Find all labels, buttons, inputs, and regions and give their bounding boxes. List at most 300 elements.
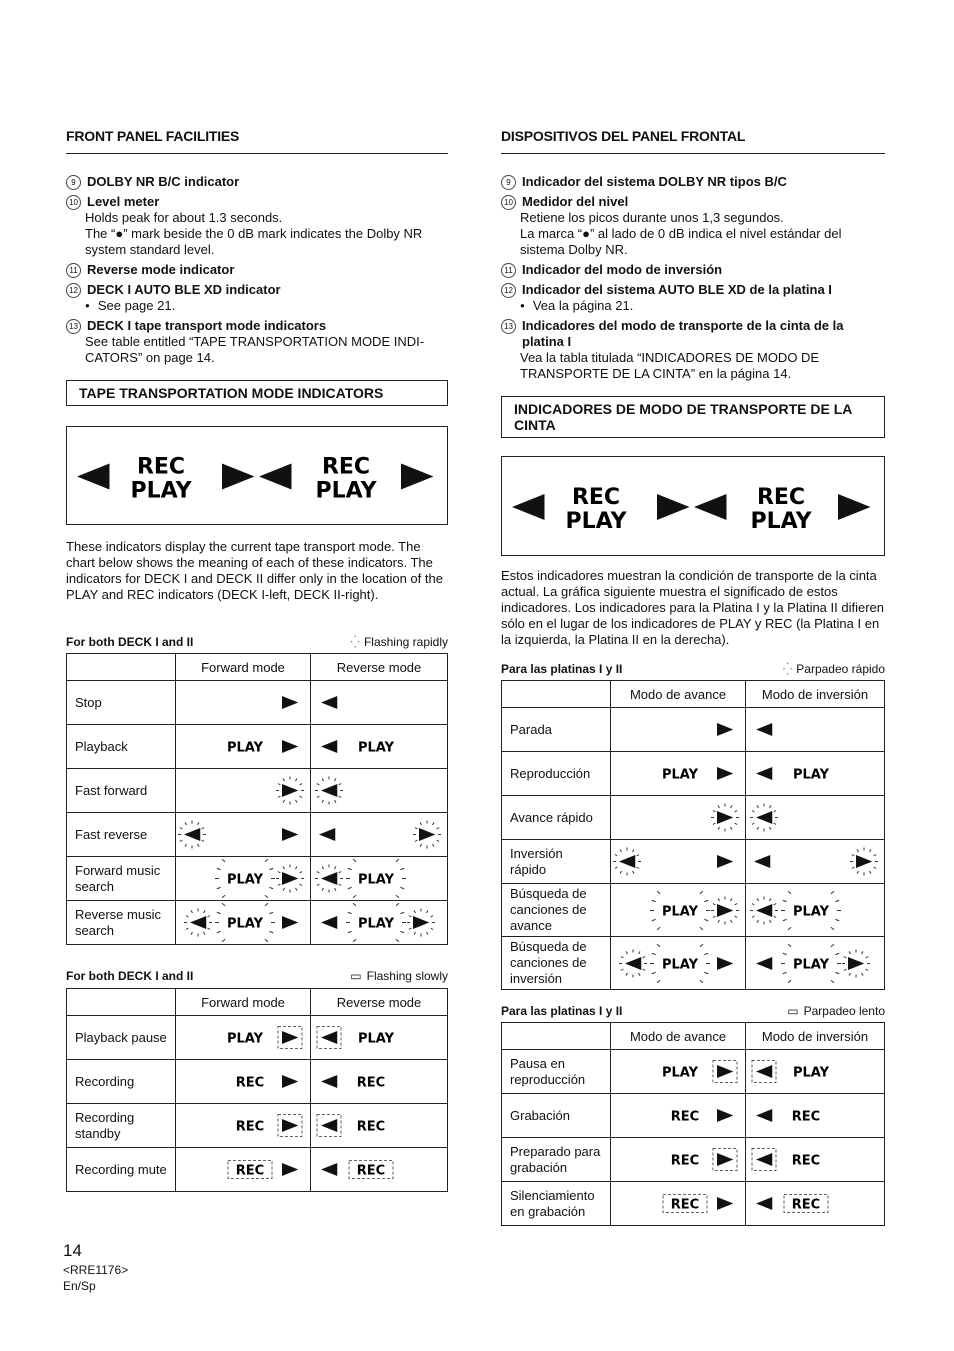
flash-ray [396, 903, 399, 906]
play-indicator: PLAY [357, 872, 395, 888]
rec-indicator: REC [791, 1109, 821, 1125]
spanish-column [501, 128, 885, 1226]
play-indicator: PLAY [661, 1065, 699, 1081]
flash-ray [770, 827, 772, 830]
row-label: Silenciamiento en grabación [502, 1182, 611, 1226]
flash-ray [704, 900, 708, 901]
indicator-box-title: INDICADORES DE MODO DE TRANSPORTE DE LA CINTA [501, 396, 885, 438]
feature-title-text: Level meter [87, 194, 160, 209]
reverse-mode-cell [746, 796, 885, 840]
flash-ray [265, 859, 268, 862]
table-row [67, 857, 448, 901]
forward-arrow-icon [856, 855, 872, 868]
flash-ray [400, 868, 404, 869]
forward-mode-cell [176, 769, 311, 813]
play-indicator: PLAY [792, 904, 830, 919]
flash-ray [831, 927, 834, 930]
play-indicator: PLAY [357, 916, 395, 932]
forward-mode-header: Modo de avance [611, 1023, 746, 1050]
table-row [67, 813, 448, 857]
mode-table [66, 988, 448, 1192]
flash-ray [202, 828, 205, 830]
forward-mode-header: Forward mode [176, 989, 311, 1016]
table2-caption [66, 969, 448, 983]
flash-ray [217, 868, 221, 869]
forward-arrow-icon [419, 828, 435, 841]
table-row [502, 752, 885, 796]
flash-ray [186, 928, 189, 930]
flash-ray [283, 800, 285, 803]
flash-ray [198, 822, 200, 825]
forward-arrow-icon [717, 1109, 733, 1122]
item-number-badge: 12 [66, 283, 81, 298]
rec-indicator: REC [670, 1197, 700, 1213]
flash-ray [718, 920, 720, 923]
flash-ray [774, 916, 777, 918]
flash-ray [620, 871, 622, 874]
flash-ray [186, 916, 189, 918]
forward-mode-cell [176, 1016, 311, 1060]
flash-ray [788, 944, 791, 947]
flash-ray [339, 884, 342, 886]
feature-item [66, 282, 448, 314]
table-row [67, 681, 448, 725]
forward-arrow-icon [717, 1153, 733, 1166]
table-row [502, 708, 885, 752]
row-label: Stop [67, 681, 176, 725]
feature-body: See table entitled “TAPE TRANSPORTATION MODE INDI-CATORS” on page 14. [85, 334, 425, 365]
feature-item [66, 194, 448, 258]
flash-ray [621, 956, 624, 958]
rec-indicator: REC [756, 485, 806, 510]
flash-ray [180, 828, 183, 830]
flash-ray [437, 840, 440, 842]
flash-ray [637, 855, 640, 857]
flash-ray [348, 931, 352, 932]
forward-arrow-icon [717, 811, 733, 824]
flash-ray [269, 887, 273, 888]
flash-ray [704, 972, 708, 973]
rec-indicator: REC [791, 1197, 821, 1213]
flash-ray [774, 903, 777, 905]
item-number-badge: 13 [66, 319, 81, 334]
play-indicator: PLAY [226, 916, 264, 932]
forward-arrow-icon [282, 784, 298, 797]
forward-mode-cell [611, 937, 746, 990]
flash-ray [713, 823, 716, 825]
reverse-arrow-icon [184, 828, 200, 841]
row-label: Avance rápido [502, 796, 611, 840]
reverse-arrow-icon [756, 767, 772, 780]
flash-ray [339, 872, 342, 874]
reverse-mode-header: Modo de inversión [746, 681, 885, 708]
flash-ray [431, 928, 434, 930]
section-title: FRONT PANEL FACILITIES [66, 128, 448, 154]
english-column [66, 128, 448, 1192]
reverse-mode-cell [311, 901, 448, 945]
reverse-mode-cell [746, 1138, 885, 1182]
rec-indicator: REC [321, 454, 371, 480]
play-indicator: PLAY [750, 509, 812, 534]
table2-legend: ▭ Parpadeo lento [787, 1004, 885, 1018]
reverse-arrow-icon [321, 872, 337, 885]
table-row [67, 1016, 448, 1060]
flash-ray [300, 872, 303, 874]
forward-arrow-icon [282, 696, 298, 709]
forward-mode-cell [176, 681, 311, 725]
feature-body: Holds peak for about 1.3 seconds. [85, 210, 283, 225]
flash-ray [396, 939, 399, 942]
forward-arrow-icon [401, 464, 434, 490]
item-number-badge: 10 [501, 195, 516, 210]
reverse-mode-cell [311, 1104, 448, 1148]
flash-ray [437, 828, 440, 830]
flash-ray [657, 891, 660, 894]
feature-body: Vea la tabla titulada “INDICADORES DE MODO DE TRANSPORTE DE LA CINTA” en la página 14. [520, 350, 820, 381]
forward-arrow-icon [282, 1119, 298, 1132]
row-label: Parada [502, 708, 611, 752]
table-row [502, 1050, 885, 1094]
mode-table-rapid [66, 653, 448, 945]
flash-ray [415, 840, 418, 842]
flash-ray [400, 931, 404, 932]
feature-title-text: Indicador del sistema DOLBY NR tipos B/C [522, 174, 787, 189]
language-code: En/Sp [63, 1279, 96, 1293]
flash-ray [348, 887, 352, 888]
item-number-badge: 9 [501, 175, 516, 190]
forward-mode-header: Modo de avance [611, 681, 746, 708]
feature-item [501, 262, 885, 278]
reverse-arrow-icon [321, 784, 337, 797]
table-row [502, 884, 885, 937]
feature-title-text: DOLBY NR B/C indicator [87, 174, 240, 189]
indicator-description: Estos indicadores muestran la condición de transporte de la cinta actual. La gráfica siguiente muestra el significado de estos indicadores. Los indicadores para la Platina I y la Platina II difieren sólo en el lugar de los indicadores de PLAY y REC (la Platina I en la izquierda, la Platina II en la derecha). [501, 568, 884, 647]
flash-ray [735, 916, 738, 918]
table-header-row [502, 1023, 885, 1050]
forward-mode-cell [611, 796, 746, 840]
feature-item [66, 262, 448, 278]
rec-indicator: REC [356, 1075, 386, 1091]
flash-ray [788, 891, 791, 894]
play-indicator: PLAY [357, 1031, 395, 1047]
forward-arrow-icon [838, 494, 871, 520]
flash-ray [278, 796, 281, 798]
mode-table [501, 680, 885, 990]
play-indicator: PLAY [226, 872, 264, 888]
reverse-arrow-icon [321, 740, 337, 753]
row-label: Búsqueda de canciones de avance [502, 884, 611, 937]
table-row [502, 1138, 885, 1182]
flash-ray [866, 969, 869, 971]
table2-caption [501, 1004, 885, 1018]
feature-title [66, 318, 448, 334]
row-label: Búsqueda de canciones de inversión [502, 937, 611, 990]
reverse-mode-cell [311, 1148, 448, 1192]
flash-rapid-icon: ⁛ [782, 662, 793, 676]
rec-indicator: REC [235, 1119, 265, 1135]
reverse-mode-cell [311, 1060, 448, 1104]
feature-title-text: Reverse mode indicator [87, 262, 235, 277]
flash-ray [704, 919, 708, 920]
reverse-arrow-icon [625, 957, 641, 970]
play-indicator: PLAY [792, 767, 830, 783]
flash-ray [783, 900, 787, 901]
item-number-badge: 11 [66, 263, 81, 278]
feature-body: La marca “●” al lado de 0 dB indica el nivel estándar del sistema Dolby NR. [520, 226, 842, 257]
flash-ray [657, 927, 660, 930]
flash-ray [862, 973, 864, 976]
play-indicator: PLAY [661, 957, 699, 972]
table1-caption [66, 635, 448, 649]
flash-ray [348, 912, 352, 913]
flash-ray [862, 951, 864, 954]
row-label: Pausa en reproducción [502, 1050, 611, 1094]
flash-ray [657, 980, 660, 983]
row-label: Reverse music search [67, 901, 176, 945]
flash-ray [652, 953, 656, 954]
rec-indicator: REC [670, 1153, 700, 1169]
reverse-arrow-icon [756, 1197, 772, 1210]
flash-ray [409, 916, 412, 918]
flash-ray [731, 898, 733, 901]
flash-ray [633, 849, 635, 852]
reverse-mode-cell [746, 708, 885, 752]
flash-ray [652, 919, 656, 920]
feature-body: The “●” mark beside the 0 dB mark indicates the Dolby NR system standard level. [85, 226, 423, 257]
table1-label: For both DECK I and II [66, 635, 194, 649]
flash-ray [831, 980, 834, 983]
flash-ray [774, 823, 777, 825]
flash-ray [278, 872, 281, 874]
flash-ray [735, 903, 738, 905]
table-row [67, 901, 448, 945]
flash-slow-icon: ▭ [350, 969, 362, 983]
flash-ray [757, 920, 759, 923]
flash-ray [643, 956, 646, 958]
flash-ray [752, 916, 755, 918]
forward-arrow-icon [282, 740, 298, 753]
reverse-arrow-icon [756, 811, 772, 824]
feature-list [501, 174, 885, 382]
flash-rapid-icon: ⁛ [350, 635, 360, 649]
reverse-arrow-icon [754, 855, 770, 868]
forward-mode-header: Forward mode [176, 654, 311, 681]
indicator-panel [501, 456, 885, 556]
feature-item [501, 282, 885, 314]
flash-ray [222, 895, 225, 898]
flash-ray [322, 866, 324, 869]
flash-ray [731, 827, 733, 830]
forward-arrow-icon [848, 957, 864, 970]
flash-ray [704, 953, 708, 954]
reverse-arrow-icon [756, 904, 772, 917]
flash-ray [700, 944, 703, 947]
reverse-arrow-icon [321, 696, 337, 709]
flash-ray [300, 784, 303, 786]
flash-ray [283, 778, 285, 781]
flash-ray [420, 822, 422, 825]
flash-ray [852, 867, 855, 869]
flash-ray [731, 805, 733, 808]
reverse-mode-cell [311, 681, 448, 725]
table1-legend: ⁛ Parpadeo rápido [782, 662, 885, 676]
flash-ray [637, 867, 640, 869]
mode-table-slow [501, 1022, 885, 1226]
reverse-arrow-icon [512, 494, 545, 520]
forward-arrow-icon [717, 904, 733, 917]
table1-legend: ⁛ Flashing rapidly [350, 635, 448, 649]
forward-mode-cell [611, 708, 746, 752]
forward-mode-cell [611, 1050, 746, 1094]
reverse-mode-cell [746, 1050, 885, 1094]
play-indicator: PLAY [661, 767, 699, 783]
flash-ray [770, 805, 772, 808]
reverse-arrow-icon [321, 1119, 337, 1132]
row-label: Preparado para grabación [502, 1138, 611, 1182]
reverse-mode-cell [311, 769, 448, 813]
flash-ray [208, 916, 211, 918]
flash-ray [185, 844, 187, 847]
flash-ray [204, 932, 206, 935]
flash-ray [866, 956, 869, 958]
forward-mode-cell [176, 901, 311, 945]
feature-title [501, 174, 885, 190]
flash-ray [735, 811, 738, 813]
play-indicator: PLAY [130, 478, 192, 504]
flash-ray [857, 849, 859, 852]
rec-indicator: REC [791, 1153, 821, 1169]
reverse-arrow-icon [321, 1075, 337, 1088]
flash-ray [317, 872, 320, 874]
reverse-arrow-icon [756, 1153, 772, 1166]
flash-ray [770, 920, 772, 923]
flash-ray [713, 916, 716, 918]
feature-item [501, 174, 885, 190]
feature-title-text: Indicador del sistema AUTO BLE XD de la platina I [522, 282, 832, 297]
item-number-badge: 9 [66, 175, 81, 190]
play-indicator: PLAY [792, 957, 830, 972]
row-label: Reproducción [502, 752, 611, 796]
forward-mode-cell [611, 1094, 746, 1138]
table-row [67, 725, 448, 769]
table-row [502, 840, 885, 884]
flash-ray [278, 884, 281, 886]
forward-arrow-icon [717, 855, 733, 868]
forward-arrow-icon [282, 916, 298, 929]
flash-ray [414, 910, 416, 913]
forward-arrow-icon [717, 1197, 733, 1210]
flash-ray [770, 898, 772, 901]
flash-ray [713, 903, 716, 905]
flash-ray [835, 972, 839, 973]
forward-arrow-icon [222, 464, 255, 490]
flash-ray [185, 822, 187, 825]
document-code: <RRE1176> [63, 1263, 129, 1277]
flash-ray [652, 900, 656, 901]
row-label: Recording mute [67, 1148, 176, 1192]
flash-ray [217, 887, 221, 888]
forward-arrow-icon [717, 1065, 733, 1078]
flash-ray [420, 844, 422, 847]
forward-mode-cell [611, 1182, 746, 1226]
flash-ray [615, 867, 618, 869]
flash-ray [265, 903, 268, 906]
forward-mode-cell [176, 857, 311, 901]
flash-ray [353, 859, 356, 862]
table-row [67, 1104, 448, 1148]
flash-ray [217, 931, 221, 932]
rec-indicator: REC [356, 1119, 386, 1135]
flash-ray [752, 823, 755, 825]
flash-ray [353, 939, 356, 942]
reverse-arrow-icon [756, 723, 772, 736]
forward-arrow-icon [413, 916, 429, 929]
forward-arrow-icon [282, 1031, 298, 1044]
flash-ray [322, 888, 324, 891]
play-indicator: PLAY [565, 509, 627, 534]
flash-ray [752, 903, 755, 905]
feature-title [501, 282, 885, 298]
reverse-mode-cell [746, 1182, 885, 1226]
reverse-arrow-icon [319, 828, 335, 841]
reverse-arrow-icon [259, 464, 292, 490]
forward-arrow-icon [282, 1075, 298, 1088]
flash-ray [783, 919, 787, 920]
flash-ray [783, 972, 787, 973]
flash-ray [322, 778, 324, 781]
flash-ray [639, 951, 641, 954]
flash-ray [621, 969, 624, 971]
flash-ray [774, 811, 777, 813]
flash-ray [180, 840, 183, 842]
flash-ray [396, 895, 399, 898]
feature-title-text: Indicadores del modo de transporte de la cinta de la platina I [522, 318, 844, 349]
forward-mode-cell [176, 1060, 311, 1104]
feature-title-text: DECK I AUTO BLE XD indicator [87, 282, 281, 297]
forward-arrow-icon [717, 767, 733, 780]
reverse-arrow-icon [190, 916, 206, 929]
reverse-arrow-icon [619, 855, 635, 868]
reverse-mode-header: Modo de inversión [746, 1023, 885, 1050]
reverse-mode-cell [311, 1016, 448, 1060]
indicator-description: These indicators display the current tape transport mode. The chart below shows the meaning of each of these indicators. The indicators for DECK I and DECK II differ only in the location of the PLAY and REC indicators (DECK I-left, DECK II-right). [66, 539, 443, 602]
flash-ray [431, 916, 434, 918]
table-row [67, 1148, 448, 1192]
flash-ray [633, 871, 635, 874]
feature-title [501, 194, 885, 210]
flash-ray [835, 900, 839, 901]
flash-ray [433, 844, 435, 847]
reverse-mode-cell [746, 937, 885, 990]
flash-ray [317, 884, 320, 886]
flash-ray [783, 953, 787, 954]
feature-item [66, 318, 448, 366]
flash-ray [353, 895, 356, 898]
item-number-badge: 13 [501, 319, 516, 334]
play-indicator: PLAY [792, 1065, 830, 1081]
indicator-box-title: TAPE TRANSPORTATION MODE INDICATORS [66, 380, 448, 406]
feature-item [501, 194, 885, 258]
flash-ray [788, 927, 791, 930]
flash-ray [700, 927, 703, 930]
flash-ray [700, 980, 703, 983]
page-footer [63, 1240, 128, 1294]
table2-legend: ▭ Flashing slowly [350, 969, 448, 983]
reverse-mode-cell [746, 884, 885, 937]
flash-ray [409, 928, 412, 930]
flash-ray [222, 939, 225, 942]
forward-mode-cell [176, 1148, 311, 1192]
